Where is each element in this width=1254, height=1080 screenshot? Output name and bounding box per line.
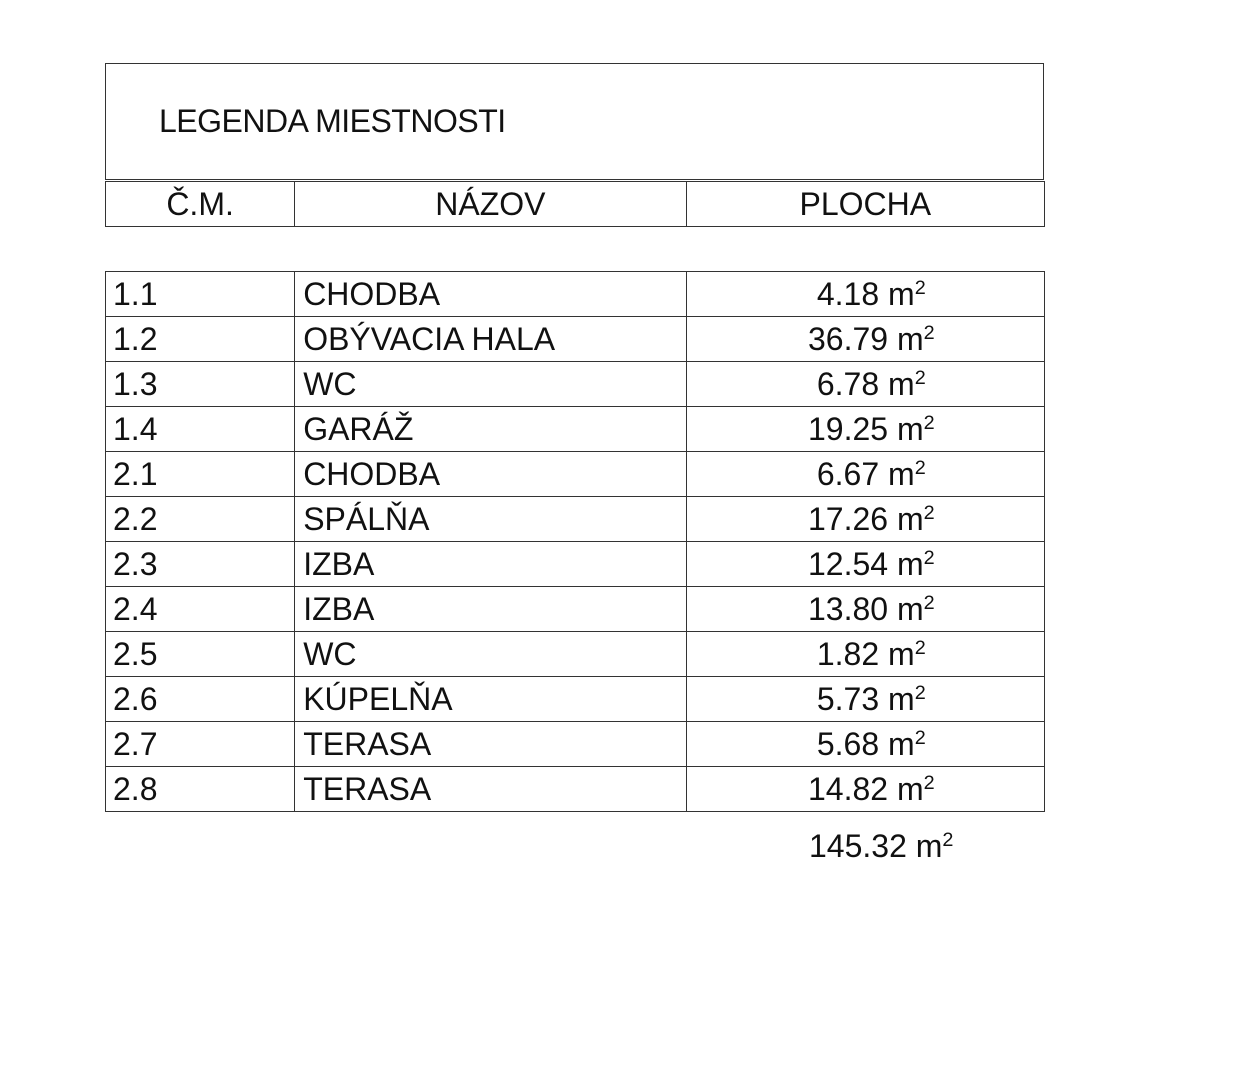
rooms-table (105, 271, 1045, 812)
header-name: NÁZOV (295, 182, 686, 227)
room-number: 2.3 (106, 542, 295, 587)
room-area-unit-exponent: 2 (914, 682, 926, 705)
room-area (686, 452, 1044, 497)
total-area-unit-exponent: 2 (942, 829, 954, 852)
room-name: CHODBA (295, 272, 686, 317)
room-number: 2.4 (106, 587, 295, 632)
room-area-unit-exponent: 2 (914, 367, 926, 390)
header-row (106, 182, 1045, 227)
room-area-unit-exponent: 2 (914, 277, 926, 300)
room-area-unit-exponent: 2 (923, 412, 935, 435)
room-name: TERASA (295, 767, 686, 812)
room-area-unit: m (888, 726, 915, 762)
room-number: 1.1 (106, 272, 295, 317)
room-name: WC (295, 632, 686, 677)
room-name: GARÁŽ (295, 407, 686, 452)
table-row (106, 452, 1045, 497)
room-area-value: 5.68 (816, 726, 880, 762)
table-row (106, 272, 1045, 317)
room-area-value: 14.82 (807, 771, 889, 807)
room-area-unit: m (896, 591, 924, 627)
table-row (106, 722, 1045, 767)
room-name: TERASA (295, 722, 686, 767)
total-area-value: 145.32 (809, 828, 907, 864)
header-area: PLOCHA (686, 182, 1044, 227)
room-number: 1.2 (106, 317, 295, 362)
room-number: 1.4 (106, 407, 295, 452)
room-area-unit: m (888, 366, 915, 402)
room-area (686, 362, 1044, 407)
room-area (686, 587, 1044, 632)
room-area (686, 632, 1044, 677)
table-row (106, 767, 1045, 812)
room-number: 2.5 (106, 632, 295, 677)
legend-header-table (105, 181, 1045, 227)
legend-title: LEGENDA MIESTNOSTI (159, 103, 506, 139)
room-area (686, 317, 1044, 362)
table-row (106, 362, 1045, 407)
room-area (686, 272, 1044, 317)
room-number: 2.7 (106, 722, 295, 767)
table-row (106, 317, 1045, 362)
room-area-unit: m (888, 456, 915, 492)
table-row (106, 677, 1045, 722)
table-row (106, 632, 1045, 677)
room-name: CHODBA (295, 452, 686, 497)
table-row (106, 497, 1045, 542)
room-area-value: 5.73 (816, 681, 880, 717)
room-area-unit-exponent: 2 (914, 727, 926, 750)
room-area-unit-exponent: 2 (923, 772, 935, 795)
room-area-value: 4.18 (816, 276, 880, 312)
room-area (686, 677, 1044, 722)
room-name: OBÝVACIA HALA (295, 317, 686, 362)
room-area-unit-exponent: 2 (923, 322, 935, 345)
table-row (106, 407, 1045, 452)
room-area-value: 13.80 (807, 591, 889, 627)
room-area-unit-exponent: 2 (914, 637, 926, 660)
room-area-unit: m (896, 321, 924, 357)
room-name: WC (295, 362, 686, 407)
room-area (686, 497, 1044, 542)
room-area-unit: m (888, 636, 915, 672)
room-area-value: 19.25 (807, 411, 889, 447)
room-area (686, 407, 1044, 452)
room-name: SPÁLŇA (295, 497, 686, 542)
room-name: KÚPELŇA (295, 677, 686, 722)
room-name: IZBA (295, 587, 686, 632)
room-area-unit: m (896, 771, 924, 807)
room-number: 2.1 (106, 452, 295, 497)
room-area-unit: m (896, 546, 924, 582)
room-area-value: 36.79 (807, 321, 889, 357)
room-area-value: 12.54 (807, 546, 889, 582)
legend-title-box (105, 63, 1044, 180)
room-area-value: 1.82 (816, 636, 880, 672)
room-area (686, 542, 1044, 587)
table-row (106, 542, 1045, 587)
room-area (686, 722, 1044, 767)
room-number: 2.6 (106, 677, 295, 722)
room-number: 1.3 (106, 362, 295, 407)
room-area-unit-exponent: 2 (914, 457, 926, 480)
room-number: 2.8 (106, 767, 295, 812)
room-number: 2.2 (106, 497, 295, 542)
room-area-unit: m (896, 411, 924, 447)
header-number: Č.M. (106, 182, 295, 227)
room-area-unit-exponent: 2 (923, 592, 935, 615)
total-area-unit: m (915, 828, 943, 864)
room-area-unit-exponent: 2 (923, 502, 935, 525)
room-area-value: 6.78 (816, 366, 880, 402)
room-area-value: 17.26 (807, 501, 889, 537)
total-area (809, 828, 953, 865)
room-area-value: 6.67 (816, 456, 880, 492)
room-name: IZBA (295, 542, 686, 587)
room-area-unit: m (888, 276, 915, 312)
table-row (106, 587, 1045, 632)
room-area-unit-exponent: 2 (923, 547, 935, 570)
room-area-unit: m (888, 681, 915, 717)
room-area (686, 767, 1044, 812)
room-area-unit: m (896, 501, 924, 537)
